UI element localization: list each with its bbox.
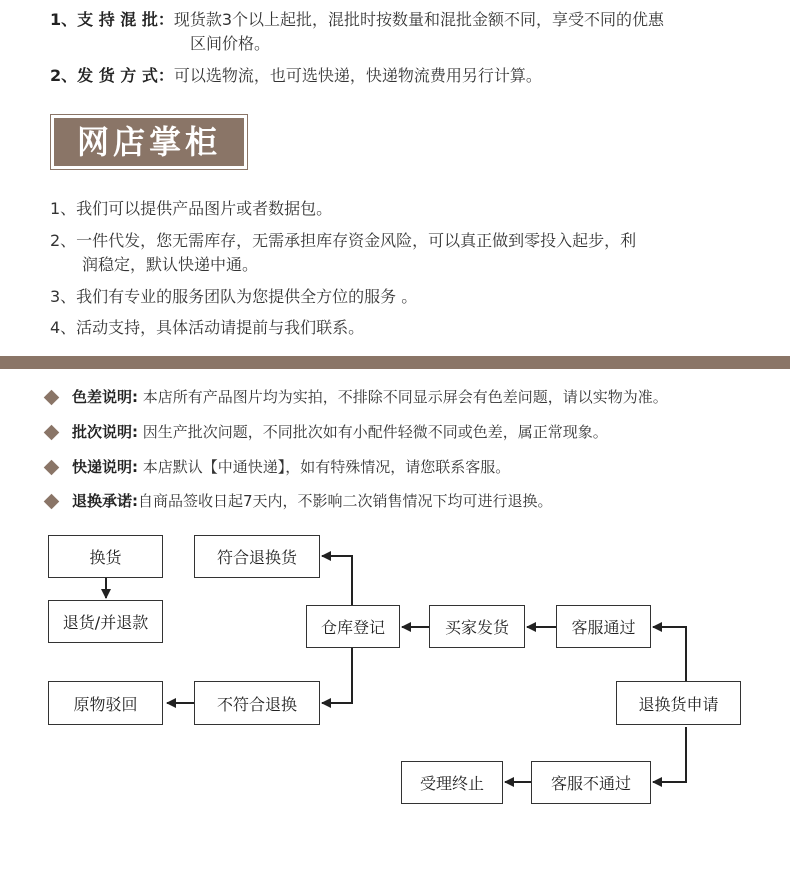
wholesale-num: 2、 (50, 66, 78, 85)
shop-banner-title: 网店掌柜 (54, 118, 244, 166)
wholesale-text: 现货款3个以上起批，混批时按数量和混批金额不同，享受不同的优惠 (173, 10, 665, 29)
arrow-apply-to-cs-pass (653, 627, 686, 681)
flow-box-refund: 退货/并退款 (48, 600, 163, 643)
shop-item-3: 3、我们有专业的服务团队为您提供全方位的服务 。 (50, 287, 418, 306)
shop-item-4: 4、活动支持，具体活动请提前与我们联系。 (50, 318, 365, 337)
note-label: 快递说明: (72, 458, 138, 476)
flow-box-cs-fail: 客服不通过 (531, 761, 651, 804)
flow-box-apply: 退换货申请 (616, 681, 741, 725)
flow-box-not-qualified: 不符合退换 (194, 681, 320, 725)
note-label: 色差说明: (72, 388, 138, 406)
wholesale-term: 发 货 方 式： (77, 66, 174, 85)
note-text: 本店所有产品图片均为实拍，不排除不同显示屏会有色差问题，请以实物为准。 (138, 388, 668, 406)
note-text: 自商品签收日起7天内，不影响二次销售情况下均可进行退换。 (138, 492, 553, 510)
flow-box-terminated: 受理终止 (401, 761, 503, 804)
flow-box-qualified: 符合退换货 (194, 535, 320, 578)
flow-box-buyer-ship: 买家发货 (429, 605, 525, 648)
wholesale-term: 支 持 混 批： (77, 10, 174, 29)
arrow-warehouse-to-not-qualified (322, 648, 352, 703)
shop-item-1: 1、我们可以提供产品图片或者数据包。 (50, 199, 333, 218)
flow-box-exchange: 换货 (48, 535, 163, 578)
arrow-warehouse-to-qualified (322, 556, 352, 605)
flow-box-reject-goods: 原物驳回 (48, 681, 163, 725)
note-text: 本店默认【中通快递】，如有特殊情况，请您联系客服。 (138, 458, 511, 476)
note-text: 因生产批次问题，不同批次如有小配件轻微不同或色差，属正常现象。 (138, 423, 608, 441)
flow-box-cs-pass: 客服通过 (556, 605, 651, 648)
arrow-apply-to-cs-fail (653, 727, 686, 782)
flow-box-warehouse: 仓库登记 (306, 605, 400, 648)
wholesale-item-1-cont: 区间价格。 (190, 34, 271, 53)
note-label: 批次说明: (72, 423, 138, 441)
wholesale-num: 1、 (50, 10, 78, 29)
wholesale-text: 可以选物流，也可选快递，快递物流费用另行计算。 (173, 66, 542, 85)
note-label: 退换承诺: (72, 492, 138, 510)
shop-item-2: 2、一件代发，您无需库存，无需承担库存资金风险，可以真正做到零投入起步，利 (50, 231, 637, 250)
shop-item-2-cont: 润稳定，默认快递中通。 (82, 255, 259, 274)
